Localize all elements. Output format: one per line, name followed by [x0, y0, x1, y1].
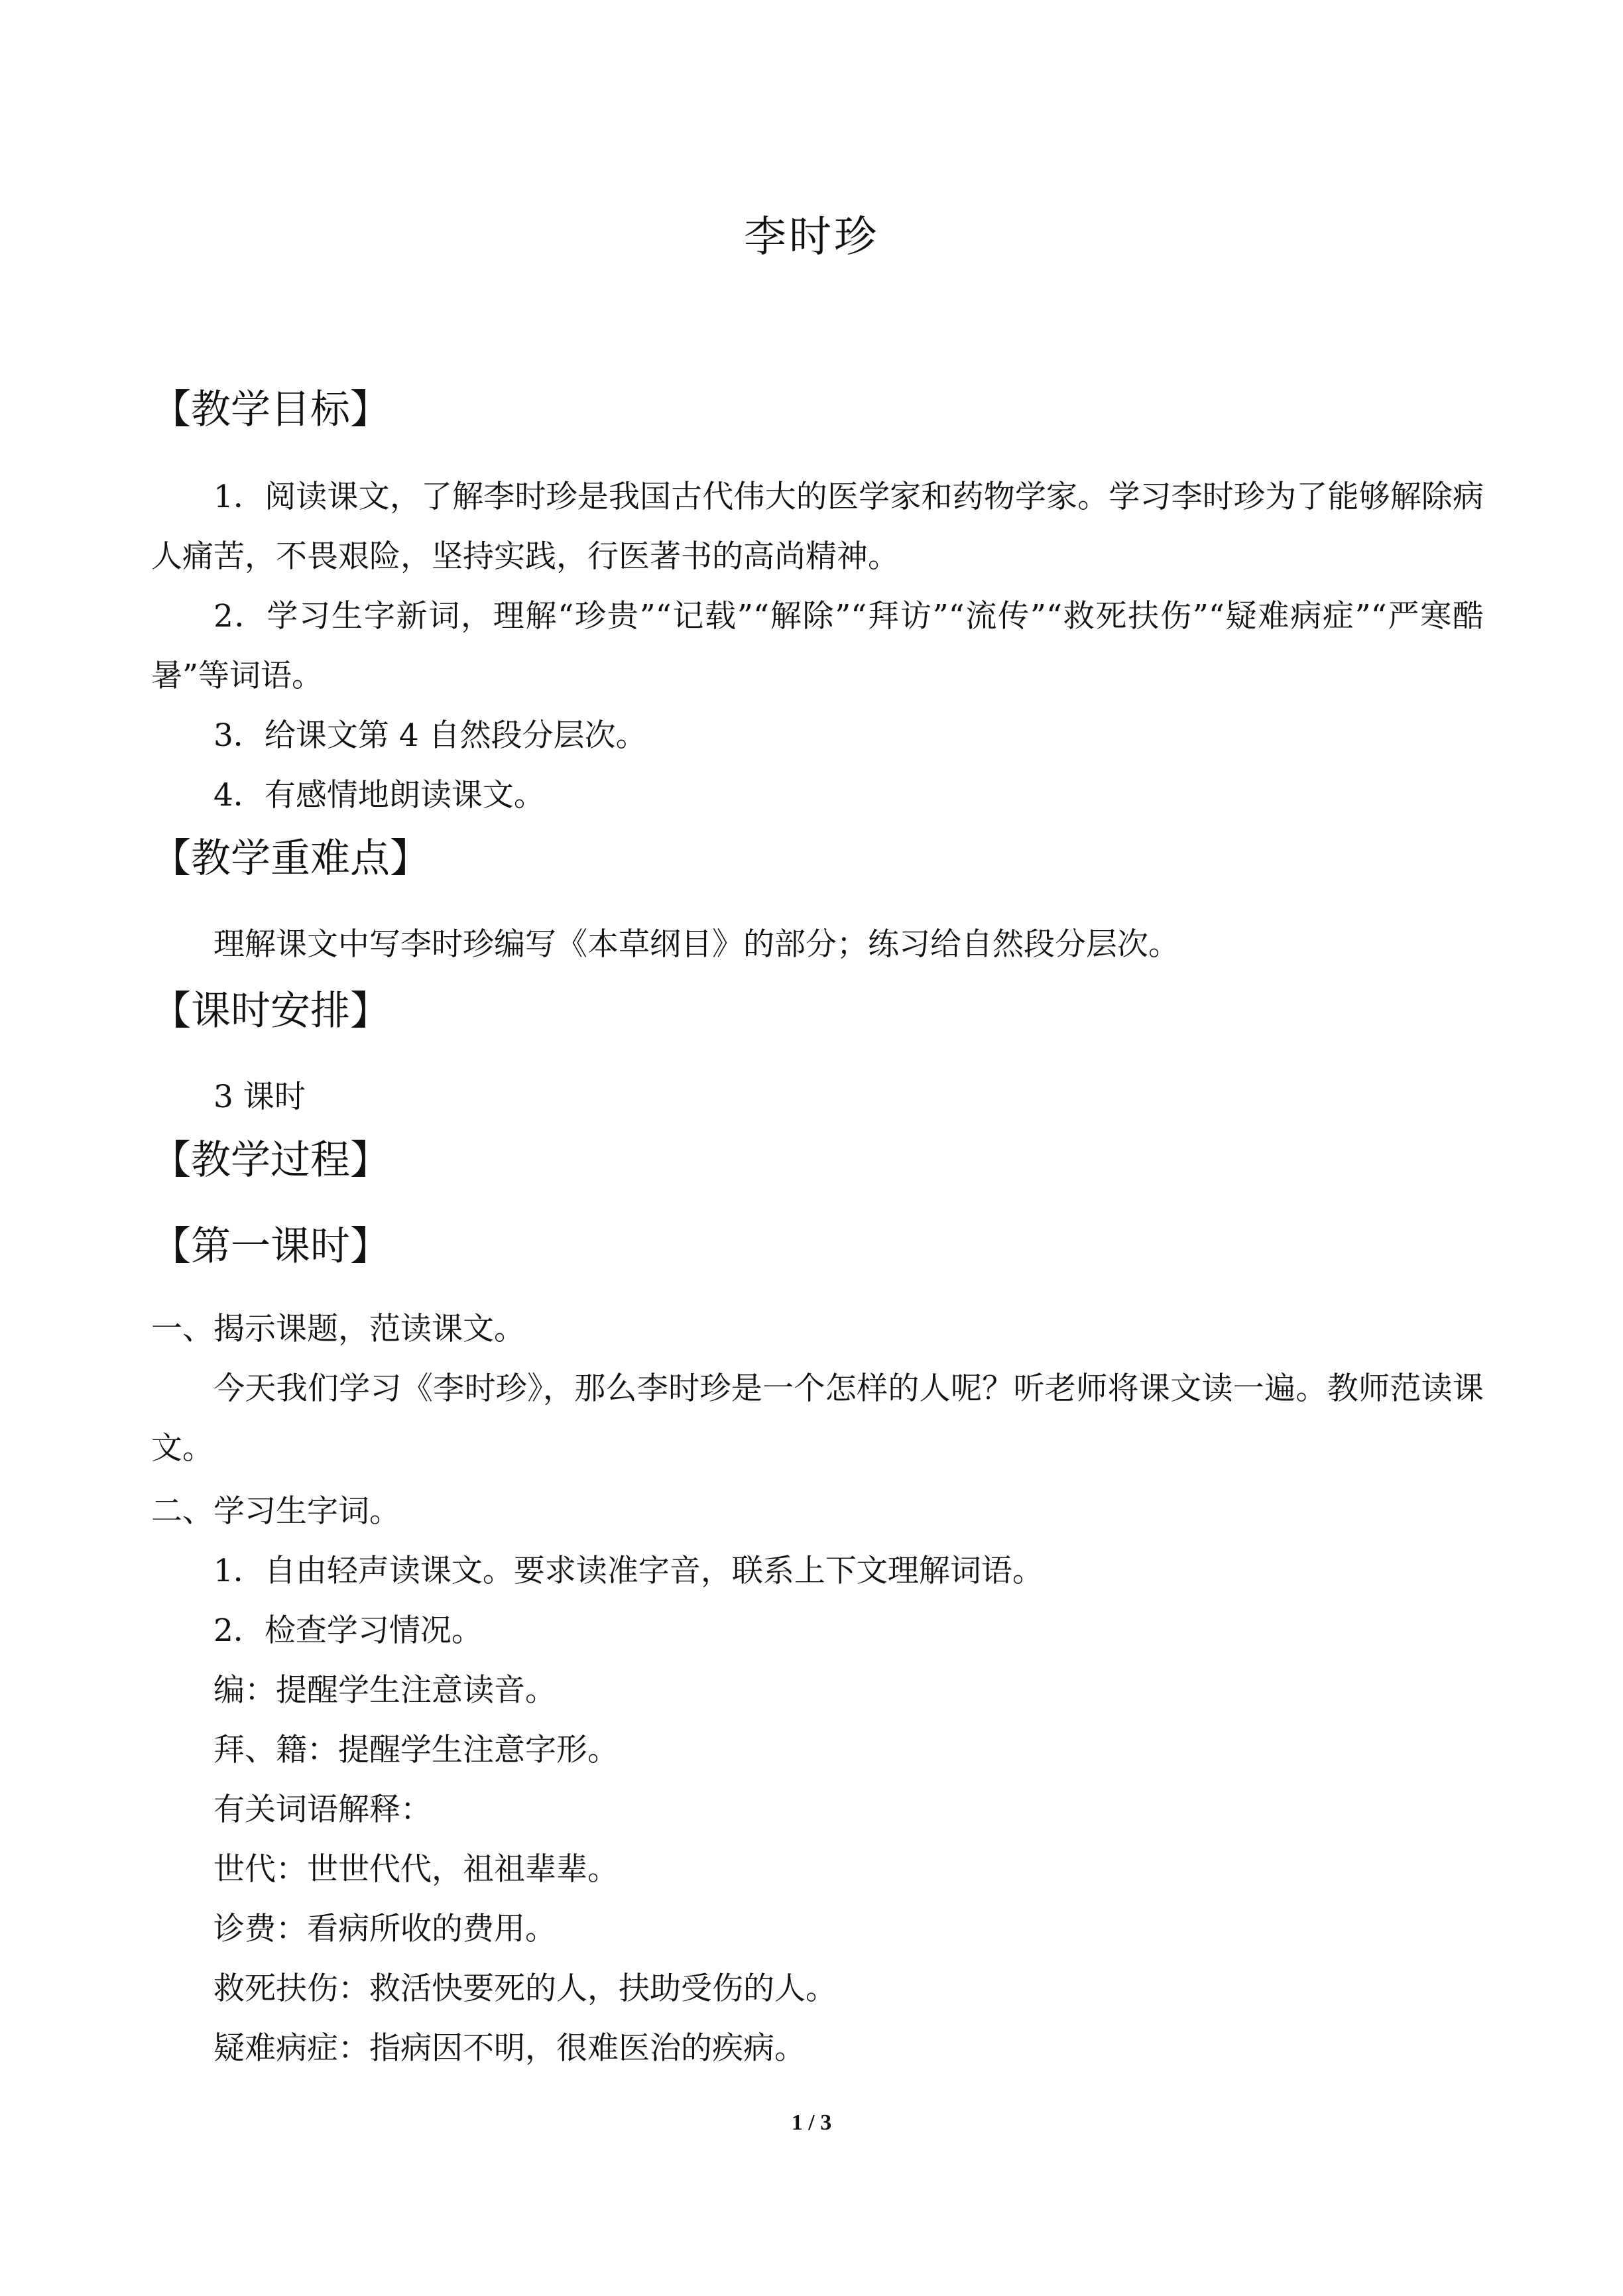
lesson-step-2-item-4: 拜、籍：提醒学生注意字形。	[213, 1732, 619, 1768]
objective-item-3: 3．给课文第 4 自然段分层次。	[213, 717, 647, 754]
lesson-step-2-item-7: 诊费：看病所收的费用。	[213, 1911, 556, 1947]
objective-item-4: 4．有感情地朗读课文。	[213, 777, 545, 814]
schedule-text: 3 课时	[213, 1079, 306, 1115]
lesson-step-2-item-5: 有关词语解释：	[213, 1791, 432, 1828]
page-number: 1 / 3	[791, 2110, 832, 2135]
section-heading-process: 【教学过程】	[151, 1137, 390, 1183]
section-heading-first-lesson: 【第一课时】	[151, 1223, 390, 1270]
lesson-step-2-item-2: 2．检查学习情况。	[213, 1612, 483, 1649]
lesson-step-2-item-1: 1．自由轻声读课文。要求读准字音，联系上下文理解词语。	[213, 1553, 1044, 1589]
lesson-step-2-item-8: 救死扶伤：救活快要死的人，扶助受伤的人。	[213, 1970, 837, 2007]
page-title: 李时珍	[744, 213, 879, 262]
lesson-step-2-item-9: 疑难病症：指病因不明，很难医治的疾病。	[213, 2030, 806, 2067]
lesson-step-1-text: 今天我们学习《李时珍》，那么李时珍是一个怎样的人呢？听老师将课文读一遍。教师范读课文。	[151, 1370, 1484, 1467]
lesson-step-1-heading: 一、揭示课题，范读课文。	[151, 1311, 525, 1347]
lesson-step-2-item-6: 世代：世世代代，祖祖辈辈。	[213, 1851, 619, 1888]
lesson-step-2-item-3: 编：提醒学生注意读音。	[213, 1672, 556, 1709]
lesson-step-2-heading: 二、学习生字词。	[151, 1493, 400, 1530]
objective-item-2: 2．学习生字新词，理解“珍贵”“记载”“解除”“拜访”“流传”“救死扶伤”“疑难病症”“严寒酷暑”等词语。	[151, 598, 1484, 694]
section-heading-schedule: 【课时安排】	[151, 988, 390, 1034]
section-heading-objectives: 【教学目标】	[151, 387, 390, 433]
section-heading-key-points: 【教学重难点】	[151, 835, 430, 882]
key-points-text: 理解课文中写李时珍编写《本草纲目》的部分；练习给自然段分层次。	[213, 926, 1179, 963]
objective-item-1: 1．阅读课文，了解李时珍是我国古代伟大的医学家和药物学家。学习李时珍为了能够解除病人痛苦，不畏艰险，坚持实践，行医著书的高尚精神。	[151, 479, 1484, 575]
